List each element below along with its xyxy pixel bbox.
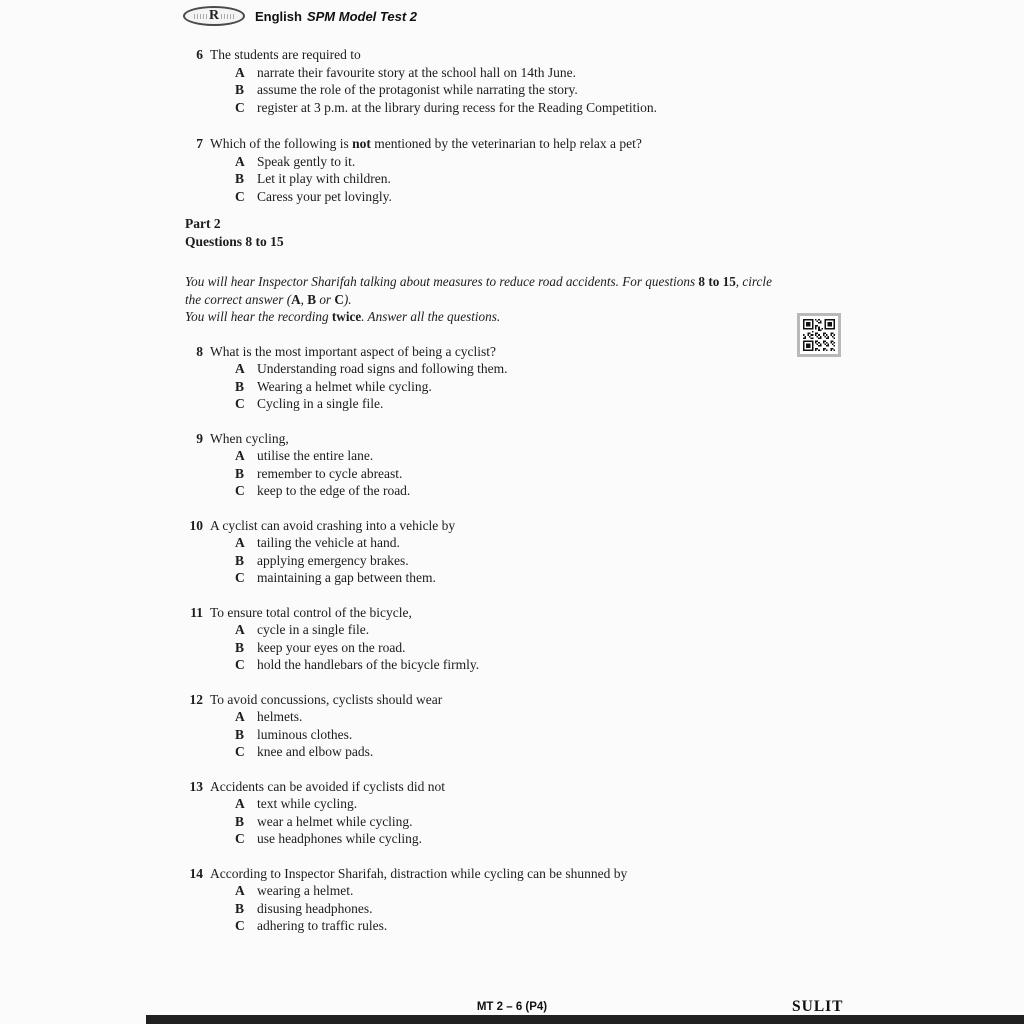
text: Which of the following is	[210, 136, 353, 151]
option-row	[210, 639, 861, 657]
question-body	[210, 430, 861, 500]
instruction-line	[185, 308, 861, 326]
option-text: knee and elbow pads.	[257, 744, 374, 759]
option-letter: A	[235, 361, 245, 376]
option-letter: A	[235, 883, 245, 898]
bottom-scan-bar	[146, 1015, 1024, 1024]
option-text: cycle in a single file.	[257, 622, 370, 637]
option-letter: C	[235, 396, 245, 411]
option-letter: A	[235, 64, 245, 80]
option-letter: A	[235, 709, 245, 724]
option-row	[210, 447, 861, 465]
option-letter: B	[235, 465, 245, 481]
question-number: 10	[189, 517, 203, 533]
questions-8-14	[185, 343, 861, 935]
text: or	[316, 291, 335, 307]
option-text: applying emergency brakes.	[257, 552, 409, 568]
option-row	[210, 465, 861, 483]
text: , circle	[735, 274, 772, 289]
option-letter: B	[235, 639, 245, 655]
text: the correct answer (	[185, 291, 292, 307]
option-text: wearing a helmet.	[257, 883, 354, 898]
option-text: register at 3 p.m. at the library during recess for the Reading Competition.	[257, 99, 658, 115]
question-number: 13	[189, 778, 203, 794]
option-letter: C	[235, 831, 245, 846]
text: ,	[300, 291, 308, 307]
bold-text: B	[307, 291, 317, 307]
question-block	[185, 517, 861, 587]
publisher-logo	[183, 6, 245, 26]
option-text: use headphones while cycling.	[257, 831, 422, 846]
option-letter: A	[235, 796, 245, 811]
question-stem	[210, 865, 861, 883]
question-number: 12	[189, 691, 203, 707]
question-block	[185, 604, 861, 674]
question-paper-body	[185, 46, 861, 952]
question-number: 11	[190, 604, 203, 620]
qr-code	[797, 313, 841, 357]
option-letter: B	[235, 813, 245, 829]
option-row	[210, 395, 861, 413]
question-body	[210, 604, 861, 674]
question-number: 14	[189, 865, 203, 881]
option-row	[210, 99, 861, 117]
option-letter: C	[235, 744, 245, 759]
option-row	[210, 153, 861, 171]
question-stem	[210, 430, 861, 448]
question-body	[210, 778, 861, 848]
part2-title: Part 2	[185, 216, 221, 231]
question-stem	[210, 517, 861, 535]
option-row	[210, 482, 861, 500]
option-letter: B	[235, 171, 245, 186]
option-letter: A	[235, 622, 245, 637]
question-number: 8	[196, 343, 203, 359]
question-body	[210, 517, 861, 587]
option-letter: C	[235, 188, 245, 204]
option-text: maintaining a gap between them.	[257, 570, 436, 585]
text: A cyclist can avoid crashing into a vehicle by	[210, 517, 456, 533]
text: You will hear the recording	[185, 309, 332, 324]
question-stem	[210, 691, 861, 709]
option-row	[210, 656, 861, 674]
option-text: Cycling in a single file.	[257, 396, 384, 411]
logo-letter: R	[208, 8, 220, 23]
option-row	[210, 569, 861, 587]
option-letter: A	[235, 448, 245, 463]
header-test-title: SPM Model Test 2	[306, 8, 417, 24]
bold-text: twice	[331, 309, 362, 324]
option-text: Wearing a helmet while cycling.	[257, 378, 432, 394]
option-row	[210, 917, 861, 935]
question-stem	[210, 135, 861, 153]
option-text: luminous clothes.	[257, 726, 353, 742]
option-text: text while cycling.	[257, 796, 358, 811]
option-row	[210, 743, 861, 761]
text: What is the most important aspect of being a cyclist?	[210, 343, 497, 359]
text: When cycling,	[210, 430, 289, 446]
option-letter: A	[235, 535, 245, 550]
option-text: Speak gently to it.	[257, 153, 356, 169]
option-letter: B	[235, 726, 245, 742]
option-text: Understanding road signs and following them.	[257, 361, 508, 376]
option-text: tailing the vehicle at hand.	[257, 535, 400, 550]
option-text: assume the role of the protagonist while narrating the story.	[257, 82, 578, 97]
question-body	[210, 46, 861, 116]
option-text: helmets.	[257, 709, 303, 724]
option-row	[210, 900, 861, 918]
logo-left-mark	[194, 14, 207, 19]
option-letter: B	[235, 552, 245, 568]
question-block	[185, 46, 861, 116]
option-row	[210, 830, 861, 848]
part2-heading	[185, 215, 861, 250]
option-letter: C	[235, 99, 245, 115]
question-body	[210, 865, 861, 935]
text: ).	[343, 291, 352, 307]
option-text: wear a helmet while cycling.	[257, 813, 413, 829]
option-letter: C	[235, 657, 245, 672]
option-text: utilise the entire lane.	[257, 448, 374, 463]
option-text: keep to the edge of the road.	[257, 483, 411, 498]
text: Accidents can be avoided if cyclists did not	[210, 778, 446, 794]
option-letter: C	[235, 483, 245, 498]
question-block	[185, 778, 861, 848]
instruction-line	[185, 291, 861, 309]
question-block	[185, 430, 861, 500]
text: The students are required to	[210, 47, 361, 62]
option-text: Caress your pet lovingly.	[257, 188, 392, 204]
option-text: Let it play with children.	[257, 171, 391, 186]
text: . Answer all the questions.	[361, 309, 501, 324]
footer-page-code: MT 2 – 6 (P4)	[476, 1001, 548, 1013]
option-row	[210, 708, 861, 726]
text: To ensure total control of the bicycle,	[210, 604, 412, 620]
question-number: 9	[196, 430, 203, 446]
text: mentioned by the veterinarian to help relax a pet?	[370, 136, 642, 151]
option-letter: B	[235, 378, 245, 394]
option-text: keep your eyes on the road.	[257, 639, 406, 655]
logo-right-mark	[221, 14, 234, 19]
bold-text: not	[352, 136, 371, 151]
option-row	[210, 188, 861, 206]
option-text: adhering to traffic rules.	[257, 918, 388, 933]
option-row	[210, 813, 861, 831]
option-row	[210, 170, 861, 188]
option-letter: B	[235, 82, 245, 97]
header-subject: English	[255, 8, 302, 24]
option-text: narrate their favourite story at the school hall on 14th June.	[257, 64, 577, 80]
question-body	[210, 343, 861, 413]
question-stem	[210, 604, 861, 622]
option-row	[210, 378, 861, 396]
option-row	[210, 534, 861, 552]
question-body	[210, 691, 861, 761]
page-header	[183, 6, 417, 26]
text: To avoid concussions, cyclists should wear	[210, 691, 443, 707]
bold-text: C	[334, 291, 344, 307]
option-row	[210, 621, 861, 639]
question-block	[185, 865, 861, 935]
option-text: remember to cycle abreast.	[257, 465, 403, 481]
text: You will hear Inspector Sharifah talking about measures to reduce road accidents. For questions	[185, 274, 699, 289]
question-block	[185, 135, 861, 205]
option-row	[210, 81, 861, 99]
option-text: disusing headphones.	[257, 900, 373, 916]
bold-text: 8 to 15	[698, 274, 736, 289]
option-text: hold the handlebars of the bicycle firmly.	[257, 657, 480, 672]
question-stem	[210, 778, 861, 796]
question-stem	[210, 46, 861, 64]
option-letter: C	[235, 918, 245, 933]
question-number: 7	[196, 136, 203, 151]
footer-sulit-label: SULIT	[792, 998, 844, 1015]
option-row	[210, 882, 861, 900]
question-number: 6	[196, 47, 203, 62]
listening-instructions	[185, 273, 861, 326]
option-row	[210, 360, 861, 378]
part2-question-range: Questions 8 to 15	[185, 233, 284, 249]
question-block	[185, 343, 861, 413]
questions-6-7	[185, 46, 861, 205]
question-block	[185, 691, 861, 761]
bold-text: A	[291, 291, 301, 307]
option-row	[210, 726, 861, 744]
option-row	[210, 64, 861, 82]
instruction-line	[185, 273, 861, 291]
question-stem	[210, 343, 861, 361]
option-letter: A	[235, 153, 245, 169]
option-row	[210, 795, 861, 813]
option-letter: B	[235, 900, 245, 916]
qr-code-pattern	[803, 319, 835, 351]
option-row	[210, 552, 861, 570]
text: According to Inspector Sharifah, distraction while cycling can be shunned by	[210, 865, 628, 881]
option-letter: C	[235, 570, 245, 585]
question-body	[210, 135, 861, 205]
